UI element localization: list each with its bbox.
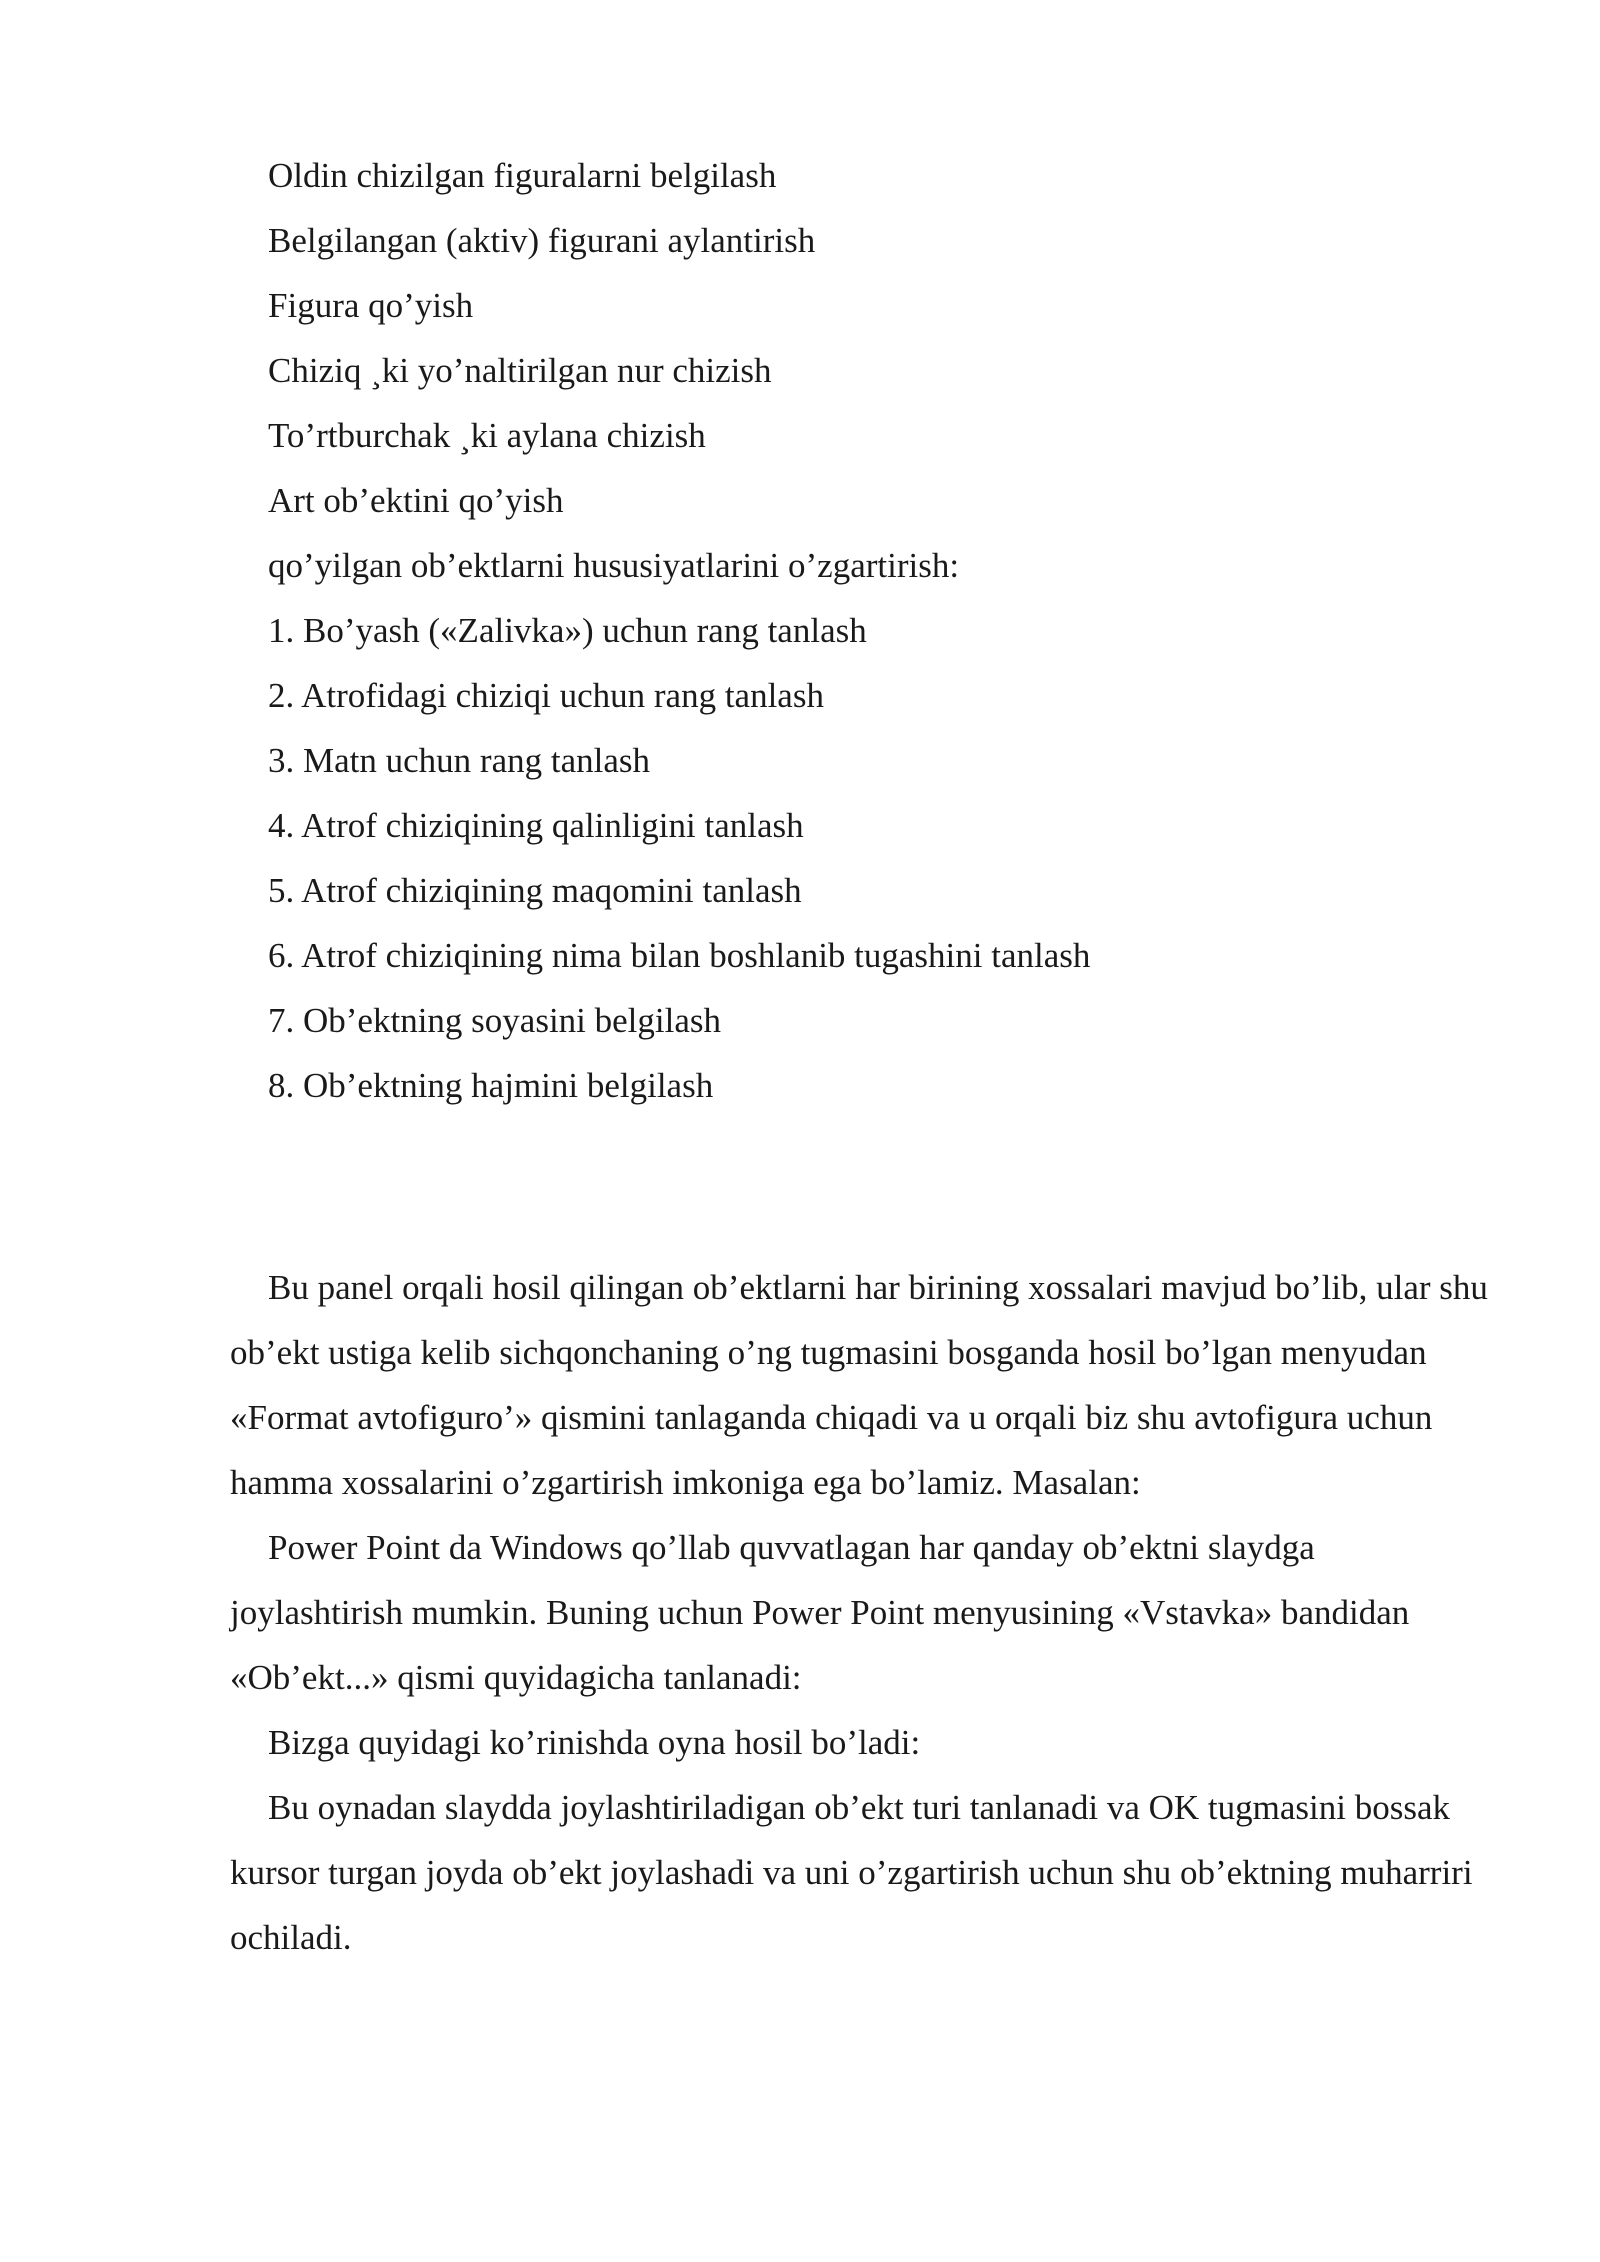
paragraph: Power Point da Windows qo’llab quvvatlagan har qanday ob’ektni slaydga joylashtirish mumkin. Buning uchun Power Point menyusining «Vstavka» bandidan «Ob’ekt...» qismi quyidagicha tanlanadi: <box>230 1528 1410 1697</box>
list-item: 1. Bo’yash («Zalivka») uchun rang tanlash <box>268 611 867 650</box>
list-item: Chiziq ¸ki yo’naltirilgan nur chizish <box>268 351 772 390</box>
list-item: 7. Ob’ektning soyasini belgilash <box>268 1001 722 1040</box>
list-item: Belgilangan (aktiv) figurani aylantirish <box>268 221 816 260</box>
list-item: Art ob’ektini qo’yish <box>268 481 564 520</box>
paragraph: Bizga quyidagi ko’rinishda oyna hosil bo’ladi: <box>268 1723 921 1762</box>
list-item: Oldin chizilgan figuralarni belgilash <box>268 156 777 195</box>
paragraph: Bu panel orqali hosil qilingan ob’ektlarni har birining xossalari mavjud bo’lib, ular shu ob’ekt ustiga kelib sichqonchaning o’ng tugmasini bosganda hosil bo’lgan menyudan «Format avtofiguro’» qismini tanlaganda chiqadi va u orqali biz shu avtofigura uchun hamma xossalarini o’zgartirish imkoniga ega bo’lamiz. Masalan: <box>230 1268 1488 1502</box>
list-item: To’rtburchak ¸ki aylana chizish <box>268 416 706 455</box>
list-item: 2. Atrofidagi chiziqi uchun rang tanlash <box>268 676 824 715</box>
feature-list <box>268 150 1090 1125</box>
list-item: 3. Matn uchun rang tanlash <box>268 741 650 780</box>
list-item: qo’yilgan ob’ektlarni hususiyatlarini o’zgartirish: <box>268 546 960 585</box>
body-text <box>230 1255 1495 1970</box>
list-item: 6. Atrof chiziqining nima bilan boshlanib tugashini tanlash <box>268 936 1091 975</box>
list-item: 5. Atrof chiziqining maqomini tanlash <box>268 871 802 910</box>
paragraph: Bu oynadan slaydda joylashtiriladigan ob’ekt turi tanlanadi va OK tugmasini bossak kursor turgan joyda ob’ekt joylashadi va uni o’zgartirish uchun shu ob’ektning muharriri ochiladi. <box>230 1788 1473 1957</box>
list-item: 8. Ob’ektning hajmini belgilash <box>268 1066 714 1105</box>
list-item: 4. Atrof chiziqining qalinligini tanlash <box>268 806 804 845</box>
list-item: Figura qo’yish <box>268 286 474 325</box>
